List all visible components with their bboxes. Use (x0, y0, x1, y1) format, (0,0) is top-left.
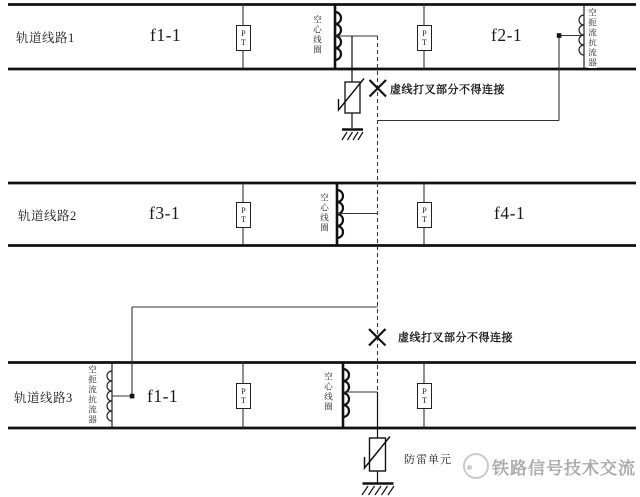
junction-dot-track3 (130, 394, 135, 399)
choke-transformer-label-track1: 空扼流抗流器 (587, 8, 598, 68)
pt-letter-p: P (241, 206, 246, 215)
pt-letter-t: T (241, 215, 246, 224)
feeder-label-f3-1: f3-1 (149, 203, 181, 223)
track1-label: 轨道线路1 (16, 31, 75, 45)
watermark-text: 铁路信号技术交流 (492, 459, 636, 478)
pt-letter-p: P (422, 387, 427, 396)
pt-box (417, 202, 432, 228)
pt-box (236, 383, 251, 409)
pt-letter-t: T (422, 38, 427, 47)
feeder-label-f4-1: f4-1 (494, 203, 526, 223)
choke-transformer-label-track3: 空扼流抗流器 (87, 365, 98, 425)
choke-transformer-track3-left (107, 362, 112, 428)
watermark-logo-icon (463, 453, 489, 479)
pt-box (417, 383, 432, 409)
feeder-label-track3-f1-1: f1-1 (147, 386, 179, 406)
lightning-unit-label: 防雷单元 (404, 454, 452, 466)
junction-dot-track1 (557, 33, 562, 38)
ground-symbol-track1 (342, 130, 363, 141)
no-connect-note-top: 虚线打叉部分不得连接 (390, 84, 505, 96)
track2-label: 轨道线路2 (18, 209, 77, 223)
pt-box (236, 25, 251, 51)
choke-transformer-track1-right (579, 4, 584, 69)
pt-letter-p: P (422, 29, 427, 38)
pt-letter-p: P (422, 206, 427, 215)
air-core-coil-label-track1: 空心线圈 (312, 15, 323, 55)
pt-letter-t: T (241, 396, 246, 405)
pt-box (417, 25, 432, 51)
pt-box (236, 202, 251, 228)
air-core-coil-label-track3: 空心线圈 (323, 372, 334, 412)
pt-letter-p: P (241, 387, 246, 396)
pt-letter-t: T (422, 396, 427, 405)
feeder-label-f2-1: f2-1 (491, 25, 523, 45)
ground-symbol-track3 (362, 484, 394, 496)
no-connect-note-bottom: 虚线打叉部分不得连接 (398, 332, 513, 344)
air-core-coil-label-track2: 空心线圈 (319, 193, 330, 233)
pt-letter-p: P (241, 29, 246, 38)
surge-arrester-track1 (339, 36, 365, 128)
track3-label: 轨道线路3 (14, 391, 73, 405)
pt-letter-t: T (422, 215, 427, 224)
feeder-label-f1-1: f1-1 (150, 25, 182, 45)
air-core-coil-track3 (343, 362, 349, 428)
pt-letter-t: T (241, 38, 246, 47)
surge-arrester-track3 (365, 392, 391, 483)
